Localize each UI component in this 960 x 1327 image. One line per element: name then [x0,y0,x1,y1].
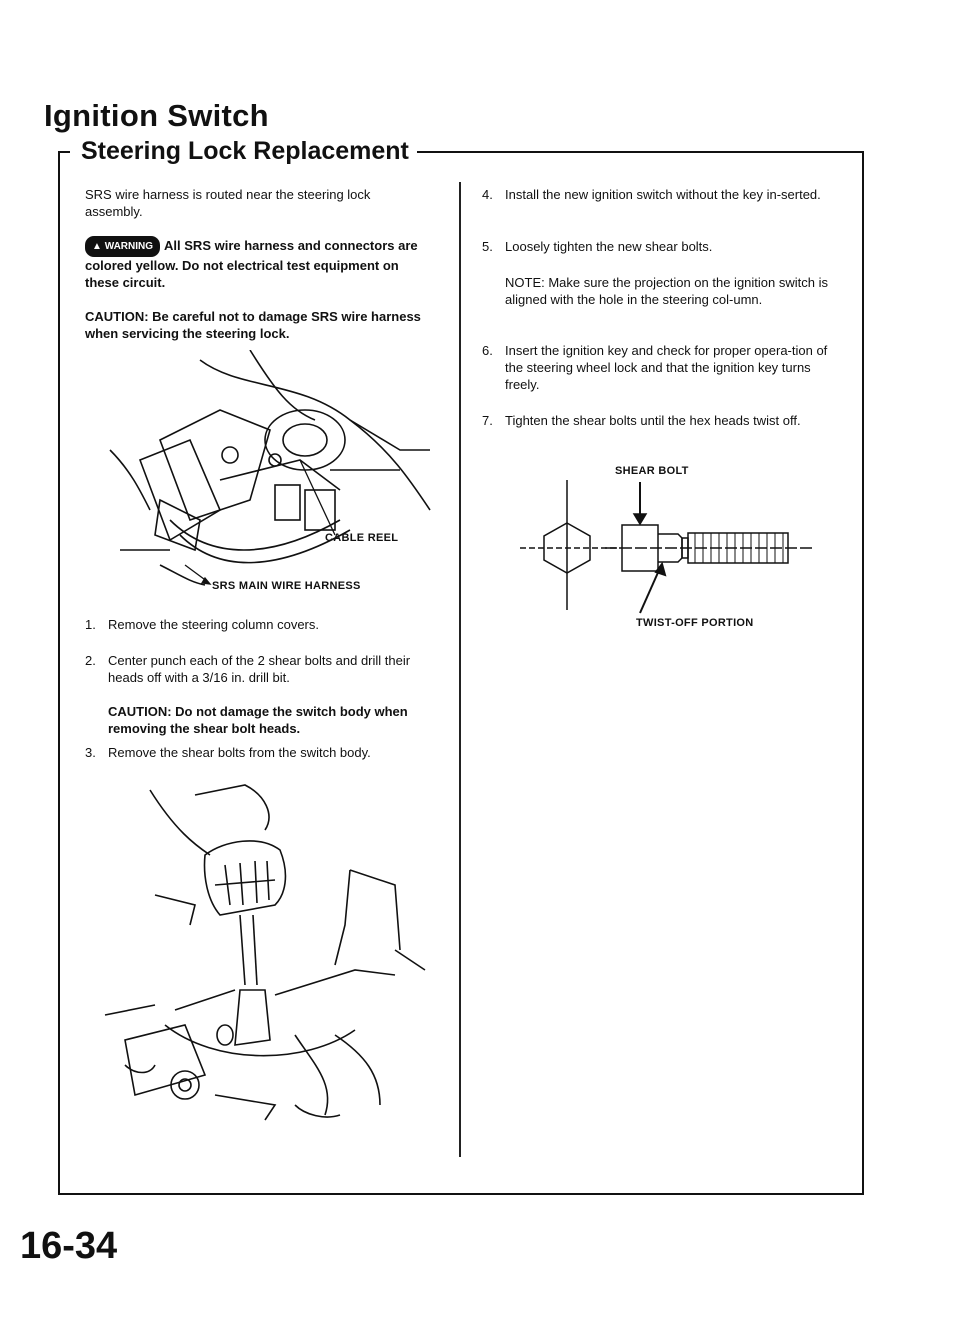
twist-off-portion-label: TWIST-OFF PORTION [636,617,754,629]
warning-block [85,236,430,291]
steering-column-figure [100,350,440,600]
shear-bolt-label: SHEAR BOLT [615,465,689,477]
frame-right-border [862,151,864,1195]
page-title: Ignition Switch [44,98,269,133]
warning-text: All SRS wire harness and connectors are colored yellow. Do not electrical test equipment on these circuit. [85,238,418,290]
frame-bottom-border [58,1193,864,1195]
step-4: 4. Install the new ignition switch without the key in-serted. [482,187,821,202]
cable-reel-label: CABLE REEL [325,532,399,544]
section-title: Steering Lock Replacement [73,137,417,166]
intro-text: SRS wire harness is routed near the steering lock assembly. [85,187,371,219]
step-1: 1. Remove the steering column covers. [85,617,319,632]
warning-badge: ▲ WARNING [85,236,160,257]
frame-top-right [360,151,864,153]
step-2-caution: CAUTION: Do not damage the switch body when removing the shear bolt heads. [108,704,408,736]
step-5: 5. Loosely tighten the new shear bolts. [482,239,713,254]
caution-text: CAUTION: Be careful not to damage SRS wire harness when servicing the steering lock. [85,309,421,341]
column-divider [459,182,461,1157]
step-6: 6. Insert the ignition key and check for proper opera-tion of the steering wheel lock and that the ignition key turns freely. [482,343,828,392]
shear-bolt-figure [510,480,820,615]
step-7: 7. Tighten the shear bolts until the hex heads twist off. [482,413,801,428]
step-2: 2. Center punch each of the 2 shear bolts and drill their heads off with a 3/16 in. drill bit. [85,653,411,685]
srs-main-harness-label: SRS MAIN WIRE HARNESS [212,580,361,592]
step-3: 3. Remove the shear bolts from the switch body. [85,745,371,760]
step-5-note: NOTE: Make sure the projection on the ignition switch is aligned with the hole in the steering col-umn. [505,275,828,307]
page-number: 16-34 [20,1225,118,1267]
frame-left-border [58,151,60,1195]
drill-figure [95,775,435,1130]
